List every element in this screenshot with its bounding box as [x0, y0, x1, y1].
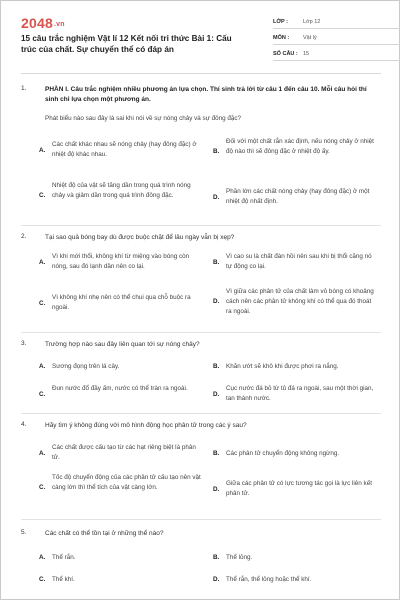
option-letter: B. — [213, 363, 220, 370]
meta-row-subject — [273, 31, 400, 45]
option-letter: D. — [213, 194, 220, 201]
option-letter: B. — [213, 450, 220, 457]
meta-value: Vật lý — [303, 34, 317, 41]
meta-row-class — [273, 15, 400, 29]
question-3 — [21, 340, 381, 420]
option-text: Giữa các phân tử có lực tương tác gọi là lực liên kết phân tử. — [226, 480, 372, 497]
question-text: Trường hợp nào sau đây liên quan tới sự nóng chảy? — [45, 341, 200, 348]
option-letter: A. — [39, 450, 46, 457]
option-letter: C. — [39, 484, 46, 491]
option-letter: B. — [213, 259, 220, 266]
question-text: Tại sao quả bóng bay dù được buộc chặt để lâu ngày vẫn bị xẹp? — [45, 234, 235, 241]
question-divider — [21, 332, 381, 333]
option-text: Các chất được cấu tạo từ các hạt riêng biệt là phân tử. — [52, 444, 196, 461]
question-number: 3. — [21, 340, 27, 347]
option-text: Phần lớn các chất nóng chảy (hay đông đặc) ở một nhiệt độ nhất định. — [226, 188, 370, 205]
question-divider — [21, 519, 381, 520]
question-text: Các chất có thể tồn tại ở những thể nào? — [45, 530, 164, 537]
document-header — [21, 15, 381, 67]
option-letter: C. — [39, 391, 46, 398]
question-number: 2. — [21, 233, 27, 240]
option-letter: A. — [39, 259, 46, 266]
question-divider — [21, 225, 381, 226]
option-letter: A. — [39, 363, 46, 370]
question-divider — [21, 413, 381, 414]
question-number: 1. — [21, 85, 27, 92]
site-logo[interactable] — [21, 15, 65, 31]
logo-suffix: .vn — [53, 20, 65, 28]
option-text: Đun nước đổ đầy ấm, nước có thể tràn ra ngoài. — [52, 385, 188, 392]
option-letter: D. — [213, 391, 220, 398]
option-text: Các chất khác nhau sẽ nóng chảy (hay đông đặc) ở nhiệt độ khác nhau. — [52, 141, 197, 158]
option-letter: B. — [213, 148, 220, 155]
option-text: Sương đọng trên lá cây. — [52, 363, 120, 370]
option-letter: C. — [39, 300, 46, 307]
meta-key: MÔN : — [273, 34, 290, 41]
option-text: Vì khi mới thổi, không khí từ miệng vào bóng còn nóng, sau đó lạnh dần nên co lại. — [52, 253, 190, 270]
option-text: Nhiệt độ của vật sẽ tăng dần trong quá trình nóng chảy và giảm dần trong quá trình đông đặc. — [52, 182, 191, 199]
document-title: 15 câu trắc nghiệm Vật lí 12 Kết nối tri thức Bài 1: Cấu trúc của chất. Sự chuyển thể có đáp án — [21, 34, 232, 54]
question-number: 5. — [21, 529, 27, 536]
option-letter: A. — [39, 147, 46, 154]
question-1 — [21, 85, 381, 235]
option-text: Thể rắn, thể lỏng hoặc thể khí. — [226, 576, 312, 583]
question-stem: Phát biểu nào sau đây là sai khi nói về sự nóng chảy và sự đông đặc? — [45, 115, 242, 122]
option-text: Vì giữa các phân tử của chất làm vỏ bóng có khoảng cách nên các phân tử không khí có thể qua đó thoát ra ngoài. — [226, 288, 374, 315]
option-text: Thể lỏng. — [226, 554, 253, 561]
option-text: Vì không khí nhẹ nên có thể chui qua chỗ buộc ra ngoài. — [52, 294, 191, 311]
meta-value: 15 — [303, 50, 310, 57]
question-2 — [21, 233, 381, 333]
option-letter: C. — [39, 576, 46, 583]
question-text: PHẦN I. Câu trắc nghiệm nhiều phương án lựa chọn. Thí sinh trả lời từ câu 1 đến câu 10. Mỗi câu hỏi thí sinh chỉ lựa chọn một phương án. — [45, 86, 367, 103]
header-divider — [21, 73, 381, 74]
option-letter: D. — [213, 486, 220, 493]
logo-text: 2048 — [21, 15, 53, 31]
option-text: Đối với một chất rắn xác định, nếu nóng chảy ở nhiệt độ nào thì sẽ đông đặc ở nhiệt độ ấy. — [226, 138, 374, 155]
question-text: Hãy tìm ý không đúng với mô hình động học phân tử trong các ý sau? — [45, 422, 247, 429]
document-meta — [273, 15, 400, 63]
question-4 — [21, 421, 381, 521]
meta-value: Lớp 12 — [303, 18, 321, 25]
option-letter: C. — [39, 192, 46, 199]
option-text: Vì cao su là chất đàn hồi nên sau khi bị thổi căng nó tự động co lại. — [226, 253, 372, 270]
option-letter: D. — [213, 576, 220, 583]
question-number: 4. — [21, 421, 27, 428]
option-letter: B. — [213, 554, 220, 561]
meta-key: LỚP : — [273, 18, 288, 25]
question-5 — [21, 529, 381, 589]
option-text: Khăn ướt sẽ khô khi được phơi ra nắng. — [226, 363, 339, 370]
option-letter: D. — [213, 298, 220, 305]
meta-key: SỐ CÂU : — [273, 50, 298, 57]
option-text: Cục nước đá bỏ từ tủ đá ra ngoài, sau một thời gian, tan thành nước. — [226, 385, 374, 402]
option-text: Tốc độ chuyển động của các phân tử cấu tạo nên vật càng lớn thì thể tích của vật càng lớn. — [52, 474, 201, 491]
option-text: Các phân tử chuyển động không ngừng. — [226, 450, 340, 457]
option-text: Thể khí. — [52, 576, 75, 583]
option-letter: A. — [39, 554, 46, 561]
option-text: Thể rắn. — [52, 554, 76, 561]
meta-row-count — [273, 47, 400, 61]
